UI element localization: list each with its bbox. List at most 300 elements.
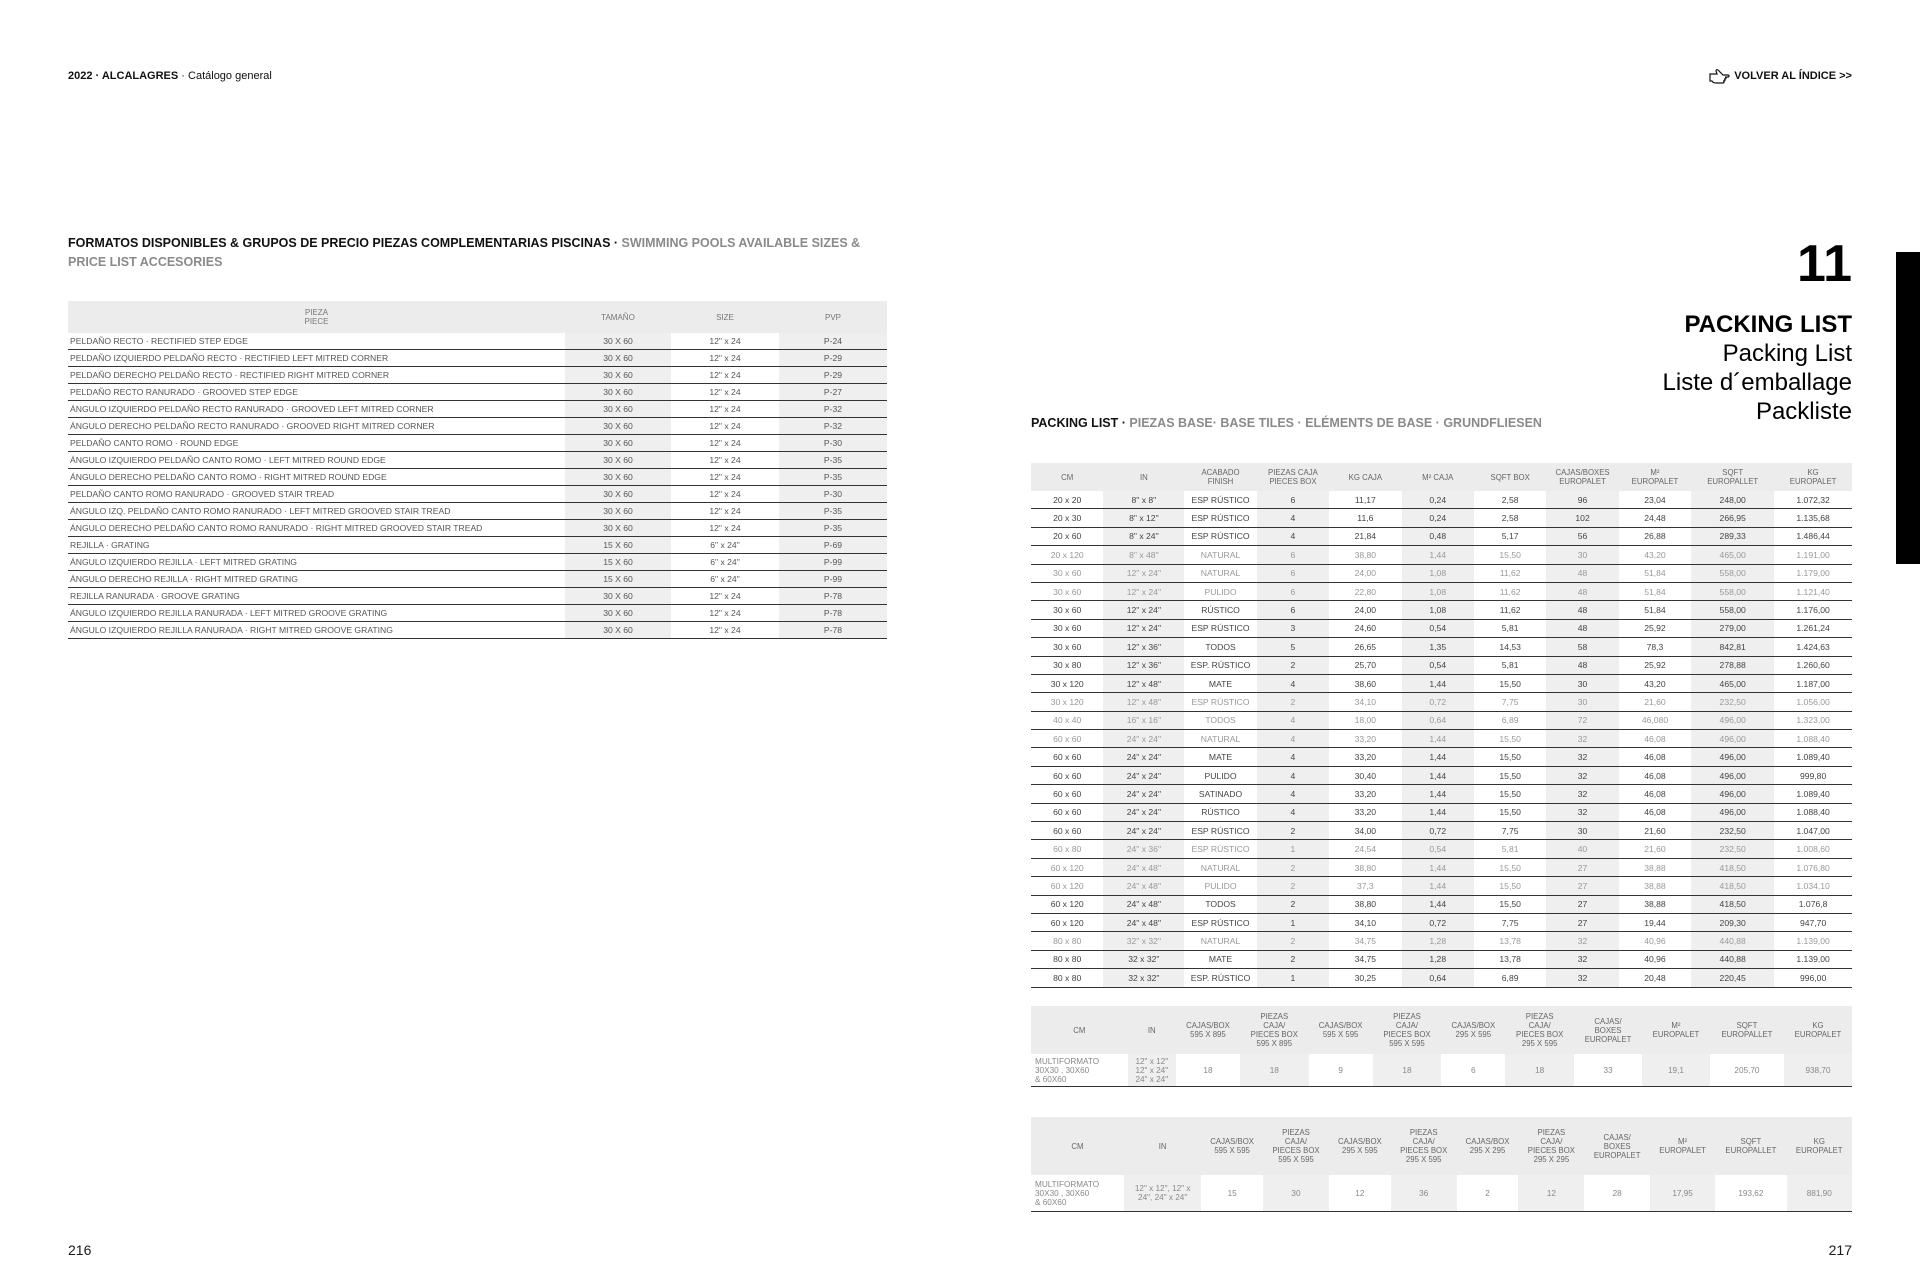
table-row xyxy=(1031,601,1852,619)
cm-cell: 30 x 60 xyxy=(1031,564,1103,582)
value-cell-10: 205,70 xyxy=(1710,1054,1784,1087)
m2-box-cell: 0,54 xyxy=(1402,840,1474,858)
piece-name-cell: ÁNGULO IZQUIERDO PELDAÑO CANTO ROMO · LEFT MITRED ROUND EDGE xyxy=(68,452,565,469)
sqft-pallet-cell: 496,00 xyxy=(1691,785,1774,803)
table-row xyxy=(68,537,887,554)
col-header-6: CAJAS/BOX 295 X 595 xyxy=(1441,1006,1505,1054)
boxes-pallet-cell: 56 xyxy=(1546,527,1618,545)
in-cell: 24" x 48" xyxy=(1103,877,1184,895)
value-cell-6: 6 xyxy=(1441,1054,1505,1087)
col-header-11: KG EUROPALET xyxy=(1787,1117,1852,1175)
sqft-box-cell: 11,62 xyxy=(1474,564,1546,582)
price-group-cell: P-78 xyxy=(779,588,887,605)
table-row xyxy=(68,520,887,537)
sqft-pallet-cell: 465,00 xyxy=(1691,546,1774,564)
sqft-pallet-cell: 496,00 xyxy=(1691,803,1774,821)
chapter-title-en: Packing List xyxy=(1722,340,1852,367)
pieces-box-cell: 2 xyxy=(1257,895,1329,913)
price-group-cell: P-27 xyxy=(779,384,887,401)
value-cell-1: 12" x 12", 12" x 24", 24" x 24" xyxy=(1124,1175,1201,1212)
page-number-right: 217 xyxy=(1828,1242,1852,1258)
m2-box-cell: 0,72 xyxy=(1402,913,1474,931)
boxes-pallet-cell: 30 xyxy=(1546,693,1618,711)
pieces-box-cell: 6 xyxy=(1257,546,1329,564)
kg-box-cell: 11,17 xyxy=(1329,491,1401,509)
boxes-pallet-cell: 32 xyxy=(1546,730,1618,748)
finish-cell: RÚSTICO xyxy=(1184,803,1256,821)
right-title-grey: PIEZAS BASE· BASE TILES · ELÉMENTS DE BASE · GRUNDFLIESEN xyxy=(1129,416,1542,430)
price-group-cell: P-29 xyxy=(779,350,887,367)
boxes-pallet-cell: 102 xyxy=(1546,509,1618,527)
m2-box-cell: 1,08 xyxy=(1402,582,1474,600)
pieces-box-cell: 2 xyxy=(1257,950,1329,968)
table-row xyxy=(1031,950,1852,968)
col-header-0: CM xyxy=(1031,1117,1124,1175)
table-row xyxy=(1031,803,1852,821)
sqft-pallet-cell: 842,81 xyxy=(1691,638,1774,656)
price-group-cell: P-30 xyxy=(779,486,887,503)
cm-cell: 40 x 40 xyxy=(1031,711,1103,729)
finish-cell: TODOS xyxy=(1184,711,1256,729)
size-cm-cell: 15 X 60 xyxy=(565,554,671,571)
col-header-size-in: SIZE xyxy=(671,301,779,333)
sqft-pallet-cell: 465,00 xyxy=(1691,674,1774,692)
sqft-box-cell: 15,50 xyxy=(1474,546,1546,564)
sqft-box-cell: 7,75 xyxy=(1474,693,1546,711)
m2-pallet-cell: 38,88 xyxy=(1619,877,1691,895)
sqft-box-cell: 15,50 xyxy=(1474,858,1546,876)
col-header-8: CAJAS/ BOXES EUROPALET xyxy=(1584,1117,1649,1175)
table-row xyxy=(1031,582,1852,600)
kg-pallet-cell: 996,00 xyxy=(1774,969,1852,987)
table-row xyxy=(1031,895,1852,913)
m2-pallet-cell: 21,60 xyxy=(1619,840,1691,858)
kg-box-cell: 21,84 xyxy=(1329,527,1401,545)
cm-cell: 30 x 80 xyxy=(1031,656,1103,674)
size-in-cell: 12" x 24 xyxy=(671,435,779,452)
price-group-cell: P-24 xyxy=(779,333,887,350)
m2-pallet-cell: 46,08 xyxy=(1619,785,1691,803)
size-cm-cell: 30 X 60 xyxy=(565,435,671,452)
cm-cell: 60 x 120 xyxy=(1031,913,1103,931)
boxes-pallet-cell: 27 xyxy=(1546,895,1618,913)
pieces-box-cell: 4 xyxy=(1257,748,1329,766)
cm-cell: 30 x 60 xyxy=(1031,619,1103,637)
m2-pallet-cell: 46,08 xyxy=(1619,766,1691,784)
finish-cell: ESP RÚSTICO xyxy=(1184,619,1256,637)
cm-cell: 20 x 20 xyxy=(1031,491,1103,509)
sqft-box-cell: 15,50 xyxy=(1474,877,1546,895)
finish-cell: TODOS xyxy=(1184,638,1256,656)
size-cm-cell: 30 X 60 xyxy=(565,520,671,537)
kg-box-cell: 33,20 xyxy=(1329,730,1401,748)
col-header-9: M² EUROPALET xyxy=(1642,1006,1710,1054)
sqft-box-cell: 15,50 xyxy=(1474,674,1546,692)
kg-box-cell: 26,65 xyxy=(1329,638,1401,656)
col-header-10: SQFT EUROPALLET xyxy=(1710,1006,1784,1054)
piece-name-cell: ÁNGULO IZQUIERDO REJILLA RANURADA · RIGHT MITRED GROOVE GRATING xyxy=(68,622,565,639)
pointing-hand-icon xyxy=(1708,66,1730,86)
kg-box-cell: 34,10 xyxy=(1329,913,1401,931)
back-to-index-label: VOLVER AL ÍNDICE >> xyxy=(1734,70,1852,82)
finish-cell: NATURAL xyxy=(1184,932,1256,950)
pieces-box-cell: 1 xyxy=(1257,840,1329,858)
kg-pallet-cell: 1.088,40 xyxy=(1774,803,1852,821)
value-cell-11: 881,90 xyxy=(1787,1175,1852,1212)
table-header-row xyxy=(68,301,887,333)
value-cell-0: MULTIFORMATO 30X30 , 30X60 & 60X60 xyxy=(1031,1054,1128,1087)
boxes-pallet-cell: 58 xyxy=(1546,638,1618,656)
kg-box-cell: 24,00 xyxy=(1329,601,1401,619)
cm-cell: 60 x 80 xyxy=(1031,840,1103,858)
kg-box-cell: 25,70 xyxy=(1329,656,1401,674)
kg-pallet-cell: 1.486,44 xyxy=(1774,527,1852,545)
m2-box-cell: 1,44 xyxy=(1402,748,1474,766)
boxes-pallet-cell: 27 xyxy=(1546,858,1618,876)
m2-pallet-cell: 51,84 xyxy=(1619,564,1691,582)
kg-pallet-cell: 1.008,60 xyxy=(1774,840,1852,858)
size-cm-cell: 15 X 60 xyxy=(565,537,671,554)
in-cell: 24" x 24" xyxy=(1103,766,1184,784)
col-header-1: IN xyxy=(1128,1006,1176,1054)
m2-pallet-cell: 43,20 xyxy=(1619,674,1691,692)
m2-box-cell: 1,44 xyxy=(1402,674,1474,692)
cm-cell: 30 x 60 xyxy=(1031,582,1103,600)
table-row xyxy=(1031,711,1852,729)
m2-pallet-cell: 21,60 xyxy=(1619,822,1691,840)
table-row xyxy=(1031,619,1852,637)
table-row xyxy=(1031,913,1852,931)
price-group-cell: P-32 xyxy=(779,401,887,418)
cm-cell: 60 x 60 xyxy=(1031,785,1103,803)
col-header-piece: PIEZA PIECE xyxy=(68,301,565,333)
kg-pallet-cell: 1.089,40 xyxy=(1774,785,1852,803)
value-cell-4: 12 xyxy=(1329,1175,1391,1212)
multiformat-table-1 xyxy=(1031,1006,1852,1087)
col-header-5: PIEZAS CAJA/ PIECES BOX 595 X 595 xyxy=(1373,1006,1442,1054)
cm-cell: 80 x 80 xyxy=(1031,969,1103,987)
cm-cell: 30 x 60 xyxy=(1031,601,1103,619)
chapter-title-es: PACKING LIST xyxy=(1684,311,1852,338)
piece-name-cell: REJILLA RANURADA · GROOVE GRATING xyxy=(68,588,565,605)
pieces-box-cell: 4 xyxy=(1257,803,1329,821)
boxes-pallet-cell: 27 xyxy=(1546,913,1618,931)
in-cell: 16" x 16" xyxy=(1103,711,1184,729)
col-header-3: PIEZAS CAJA/ PIECES BOX 595 X 595 xyxy=(1263,1117,1329,1175)
sqft-box-cell: 2,58 xyxy=(1474,491,1546,509)
boxes-pallet-cell: 32 xyxy=(1546,748,1618,766)
sqft-box-cell: 5,81 xyxy=(1474,840,1546,858)
table-row xyxy=(1031,546,1852,564)
finish-cell: ESP. RÚSTICO xyxy=(1184,656,1256,674)
catalog-year-brand: 2022 · ALCALAGRES xyxy=(68,70,179,82)
m2-pallet-cell: 43,20 xyxy=(1619,546,1691,564)
col-header-cm: CM xyxy=(1031,463,1103,491)
finish-cell: SATINADO xyxy=(1184,785,1256,803)
m2-box-cell: 1,28 xyxy=(1402,950,1474,968)
kg-box-cell: 24,54 xyxy=(1329,840,1401,858)
piece-name-cell: REJILLA · GRATING xyxy=(68,537,565,554)
in-cell: 8" x 24" xyxy=(1103,527,1184,545)
boxes-pallet-cell: 32 xyxy=(1546,950,1618,968)
in-cell: 12" x 24" xyxy=(1103,601,1184,619)
pieces-box-cell: 2 xyxy=(1257,693,1329,711)
pieces-box-cell: 5 xyxy=(1257,638,1329,656)
pieces-box-cell: 1 xyxy=(1257,913,1329,931)
value-cell-2: 15 xyxy=(1201,1175,1263,1212)
table-row xyxy=(1031,877,1852,895)
piece-name-cell: PELDAÑO RECTO · RECTIFIED STEP EDGE xyxy=(68,333,565,350)
sqft-pallet-cell: 496,00 xyxy=(1691,730,1774,748)
table-row xyxy=(68,588,887,605)
finish-cell: MATE xyxy=(1184,748,1256,766)
boxes-pallet-cell: 48 xyxy=(1546,619,1618,637)
kg-pallet-cell: 1.179,00 xyxy=(1774,564,1852,582)
price-group-cell: P-69 xyxy=(779,537,887,554)
boxes-pallet-cell: 32 xyxy=(1546,969,1618,987)
cm-cell: 30 x 120 xyxy=(1031,693,1103,711)
value-cell-4: 9 xyxy=(1309,1054,1373,1087)
table-row xyxy=(68,622,887,639)
kg-box-cell: 24,60 xyxy=(1329,619,1401,637)
price-group-cell: P-32 xyxy=(779,418,887,435)
size-cm-cell: 30 X 60 xyxy=(565,401,671,418)
col-header-in: IN xyxy=(1103,463,1184,491)
sqft-box-cell: 5,17 xyxy=(1474,527,1546,545)
in-cell: 24" x 24" xyxy=(1103,803,1184,821)
table-row xyxy=(1031,1175,1852,1212)
pieces-box-cell: 2 xyxy=(1257,822,1329,840)
m2-pallet-cell: 40,96 xyxy=(1619,932,1691,950)
m2-pallet-cell: 46,080 xyxy=(1619,711,1691,729)
finish-cell: PULIDO xyxy=(1184,582,1256,600)
kg-pallet-cell: 1.260,60 xyxy=(1774,656,1852,674)
col-header-4: CAJAS/BOX 295 X 595 xyxy=(1329,1117,1391,1175)
size-cm-cell: 30 X 60 xyxy=(565,333,671,350)
col-header-4: CAJAS/BOX 595 X 595 xyxy=(1309,1006,1373,1054)
kg-pallet-cell: 1.323,00 xyxy=(1774,711,1852,729)
sqft-pallet-cell: 232,50 xyxy=(1691,693,1774,711)
kg-pallet-cell: 1.139,00 xyxy=(1774,932,1852,950)
sqft-box-cell: 11,62 xyxy=(1474,601,1546,619)
table-row xyxy=(1031,730,1852,748)
pieces-box-cell: 2 xyxy=(1257,656,1329,674)
col-header-6: CAJAS/BOX 295 X 295 xyxy=(1457,1117,1519,1175)
pieces-box-cell: 3 xyxy=(1257,619,1329,637)
kg-box-cell: 30,25 xyxy=(1329,969,1401,987)
m2-box-cell: 0,64 xyxy=(1402,711,1474,729)
value-cell-8: 33 xyxy=(1574,1054,1642,1087)
back-to-index-link[interactable] xyxy=(1708,66,1852,86)
cm-cell: 60 x 60 xyxy=(1031,766,1103,784)
price-group-cell: P-78 xyxy=(779,605,887,622)
kg-box-cell: 34,75 xyxy=(1329,950,1401,968)
sqft-pallet-cell: 440,88 xyxy=(1691,932,1774,950)
m2-pallet-cell: 40,96 xyxy=(1619,950,1691,968)
finish-cell: ESP RÚSTICO xyxy=(1184,822,1256,840)
kg-pallet-cell: 1.121,40 xyxy=(1774,582,1852,600)
piece-name-cell: ÁNGULO DERECHO PELDAÑO RECTO RANURADO · GROOVED RIGHT MITRED CORNER xyxy=(68,418,565,435)
cm-cell: 80 x 80 xyxy=(1031,950,1103,968)
col-header-m2-box: M² CAJA xyxy=(1402,463,1474,491)
pieces-box-cell: 1 xyxy=(1257,969,1329,987)
m2-pallet-cell: 38,88 xyxy=(1619,858,1691,876)
col-header-kg-box: KG CAJA xyxy=(1329,463,1401,491)
cm-cell: 80 x 80 xyxy=(1031,932,1103,950)
kg-pallet-cell: 1.072,32 xyxy=(1774,491,1852,509)
price-group-cell: P-35 xyxy=(779,469,887,486)
table-row xyxy=(1031,766,1852,784)
boxes-pallet-cell: 30 xyxy=(1546,546,1618,564)
value-cell-8: 28 xyxy=(1584,1175,1649,1212)
pool-accessories-table xyxy=(68,301,887,639)
col-header-pieces-box: PIEZAS CAJA PIECES BOX xyxy=(1257,463,1329,491)
col-header-7: PIEZAS CAJA/ PIECES BOX 295 X 295 xyxy=(1518,1117,1584,1175)
size-in-cell: 12" x 24 xyxy=(671,622,779,639)
in-cell: 24" x 48" xyxy=(1103,913,1184,931)
table-header-row xyxy=(1031,463,1852,491)
in-cell: 32 x 32" xyxy=(1103,950,1184,968)
m2-box-cell: 0,54 xyxy=(1402,656,1474,674)
table-row xyxy=(1031,822,1852,840)
pieces-box-cell: 4 xyxy=(1257,527,1329,545)
size-in-cell: 12" x 24 xyxy=(671,384,779,401)
m2-box-cell: 1,44 xyxy=(1402,803,1474,821)
boxes-pallet-cell: 40 xyxy=(1546,840,1618,858)
finish-cell: RÚSTICO xyxy=(1184,601,1256,619)
boxes-pallet-cell: 32 xyxy=(1546,803,1618,821)
pieces-box-cell: 2 xyxy=(1257,877,1329,895)
finish-cell: NATURAL xyxy=(1184,546,1256,564)
boxes-pallet-cell: 30 xyxy=(1546,822,1618,840)
table-row xyxy=(1031,674,1852,692)
value-cell-11: 938,70 xyxy=(1784,1054,1852,1087)
sqft-box-cell: 15,50 xyxy=(1474,803,1546,821)
kg-pallet-cell: 947,70 xyxy=(1774,913,1852,931)
in-cell: 8" x 8" xyxy=(1103,491,1184,509)
size-cm-cell: 30 X 60 xyxy=(565,622,671,639)
kg-box-cell: 30,40 xyxy=(1329,766,1401,784)
in-cell: 32 x 32" xyxy=(1103,969,1184,987)
m2-pallet-cell: 46,08 xyxy=(1619,748,1691,766)
cm-cell: 30 x 120 xyxy=(1031,674,1103,692)
price-group-cell: P-35 xyxy=(779,520,887,537)
piece-name-cell: ÁNGULO DERECHO PELDAÑO CANTO ROMO · RIGHT MITRED ROUND EDGE xyxy=(68,469,565,486)
kg-box-cell: 11,6 xyxy=(1329,509,1401,527)
table-row xyxy=(1031,693,1852,711)
sqft-pallet-cell: 496,00 xyxy=(1691,711,1774,729)
sqft-pallet-cell: 418,50 xyxy=(1691,858,1774,876)
boxes-pallet-cell: 48 xyxy=(1546,564,1618,582)
in-cell: 8" x 48" xyxy=(1103,546,1184,564)
kg-box-cell: 24,00 xyxy=(1329,564,1401,582)
size-cm-cell: 30 X 60 xyxy=(565,605,671,622)
sqft-box-cell: 5,81 xyxy=(1474,619,1546,637)
sqft-box-cell: 6,89 xyxy=(1474,711,1546,729)
size-in-cell: 12" x 24 xyxy=(671,503,779,520)
m2-box-cell: 0,64 xyxy=(1402,969,1474,987)
kg-box-cell: 38,80 xyxy=(1329,895,1401,913)
sqft-box-cell: 14,53 xyxy=(1474,638,1546,656)
piece-name-cell: ÁNGULO IZQ. PELDAÑO CANTO ROMO RANURADO · LEFT MITRED GROOVED STAIR TREAD xyxy=(68,503,565,520)
sqft-pallet-cell: 496,00 xyxy=(1691,766,1774,784)
m2-box-cell: 1,08 xyxy=(1402,601,1474,619)
kg-box-cell: 38,80 xyxy=(1329,546,1401,564)
m2-box-cell: 1,28 xyxy=(1402,932,1474,950)
sqft-box-cell: 11,62 xyxy=(1474,582,1546,600)
m2-pallet-cell: 24,48 xyxy=(1619,509,1691,527)
piece-name-cell: PELDAÑO RECTO RANURADO · GROOVED STEP EDGE xyxy=(68,384,565,401)
m2-box-cell: 1,44 xyxy=(1402,858,1474,876)
kg-box-cell: 38,80 xyxy=(1329,858,1401,876)
m2-pallet-cell: 51,84 xyxy=(1619,601,1691,619)
table-row xyxy=(1031,840,1852,858)
pieces-box-cell: 6 xyxy=(1257,601,1329,619)
cm-cell: 60 x 60 xyxy=(1031,803,1103,821)
sqft-pallet-cell: 558,00 xyxy=(1691,564,1774,582)
m2-box-cell: 1,44 xyxy=(1402,785,1474,803)
sqft-pallet-cell: 418,50 xyxy=(1691,895,1774,913)
finish-cell: ESP RÚSTICO xyxy=(1184,509,1256,527)
table-row xyxy=(68,367,887,384)
m2-box-cell: 0,24 xyxy=(1402,509,1474,527)
value-cell-7: 12 xyxy=(1518,1175,1584,1212)
col-header-0: CM xyxy=(1031,1006,1128,1054)
kg-box-cell: 18,00 xyxy=(1329,711,1401,729)
piece-name-cell: PELDAÑO CANTO ROMO · ROUND EDGE xyxy=(68,435,565,452)
sqft-box-cell: 2,58 xyxy=(1474,509,1546,527)
kg-box-cell: 37,3 xyxy=(1329,877,1401,895)
boxes-pallet-cell: 27 xyxy=(1546,877,1618,895)
kg-pallet-cell: 1.261,24 xyxy=(1774,619,1852,637)
value-cell-1: 12" x 12" 12" x 24" 24" x 24" xyxy=(1128,1054,1176,1087)
kg-pallet-cell: 1.047,00 xyxy=(1774,822,1852,840)
table-row xyxy=(1031,969,1852,987)
m2-box-cell: 0,24 xyxy=(1402,491,1474,509)
kg-pallet-cell: 1.088,40 xyxy=(1774,730,1852,748)
m2-box-cell: 0,72 xyxy=(1402,693,1474,711)
table-row xyxy=(1031,656,1852,674)
in-cell: 12" x 36" xyxy=(1103,638,1184,656)
in-cell: 24" x 24" xyxy=(1103,748,1184,766)
m2-box-cell: 1,44 xyxy=(1402,766,1474,784)
table-row xyxy=(68,401,887,418)
sqft-pallet-cell: 232,50 xyxy=(1691,822,1774,840)
m2-pallet-cell: 51,84 xyxy=(1619,582,1691,600)
table-row xyxy=(68,452,887,469)
sqft-pallet-cell: 558,00 xyxy=(1691,601,1774,619)
table-header-row xyxy=(1031,1117,1852,1175)
piece-name-cell: PELDAÑO DERECHO PELDAÑO RECTO · RECTIFIED RIGHT MITRED CORNER xyxy=(68,367,565,384)
size-cm-cell: 30 X 60 xyxy=(565,469,671,486)
m2-pallet-cell: 25,92 xyxy=(1619,619,1691,637)
in-cell: 24" x 24" xyxy=(1103,785,1184,803)
price-group-cell: P-99 xyxy=(779,571,887,588)
kg-box-cell: 22,80 xyxy=(1329,582,1401,600)
cm-cell: 60 x 60 xyxy=(1031,748,1103,766)
kg-pallet-cell: 1.034,10 xyxy=(1774,877,1852,895)
sqft-pallet-cell: 440,88 xyxy=(1691,950,1774,968)
in-cell: 24" x 36" xyxy=(1103,840,1184,858)
col-header-2: CAJAS/BOX 595 X 895 xyxy=(1176,1006,1240,1054)
right-title-bold: PACKING LIST · xyxy=(1031,416,1130,430)
multiformat-table-2 xyxy=(1031,1117,1852,1212)
pieces-box-cell: 4 xyxy=(1257,674,1329,692)
sqft-box-cell: 5,81 xyxy=(1474,656,1546,674)
in-cell: 12" x 24" xyxy=(1103,582,1184,600)
sqft-box-cell: 6,89 xyxy=(1474,969,1546,987)
cm-cell: 60 x 120 xyxy=(1031,858,1103,876)
